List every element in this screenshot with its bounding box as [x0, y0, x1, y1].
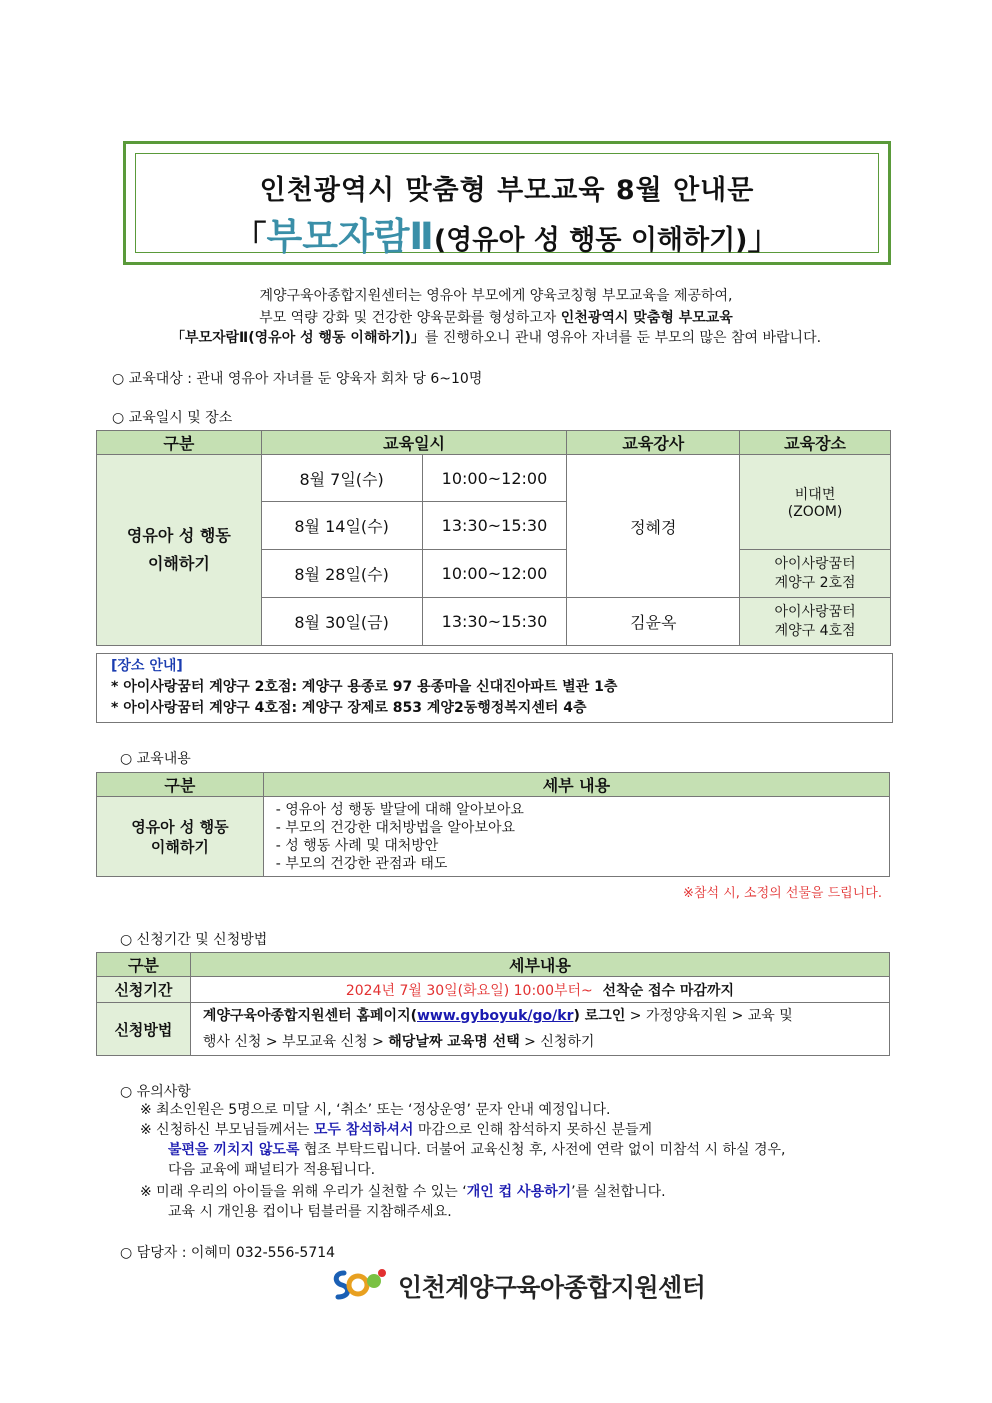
close-bracket: 」: [747, 218, 781, 257]
title-inner-border: [135, 153, 879, 258]
apply-method-value: [190, 1003, 889, 1056]
schedule-time: 13:30~15:30: [422, 502, 567, 550]
target-line: ○ 교육대상 : 관내 영유아 자녀를 둔 양육자 회차 당 6~10명: [112, 371, 483, 387]
page-title: 인천광역시 맞춤형 부모교육 8월 안내문: [259, 175, 755, 206]
program-title: [136, 206, 878, 260]
apply-method-site: 계양구육아종합지원센터 홈페이지(: [202, 1008, 417, 1024]
schedule-time: 10:00~12:00: [422, 455, 567, 502]
program-subtitle: (영유아 성 행동 이해하기): [433, 225, 748, 256]
notice-2-a: ※ 신청하신 부모님들께서는: [140, 1122, 314, 1138]
notice-item-2-cont: [168, 1140, 928, 1160]
notice-item-2: [140, 1120, 900, 1140]
schedule-header-category: 구분: [97, 431, 262, 455]
apply-method-select: 해당날짜 교육명 선택: [388, 1034, 520, 1050]
intro-line-3-bold: 「부모자람Ⅱ(영유아 성 행동 이해하기)」: [170, 330, 425, 346]
content-heading: ○ 교육내용: [120, 751, 191, 767]
apply-header-category: 구분: [97, 953, 191, 977]
intro-line-1: 계양구육아종합지원센터는 영유아 부모에게 양육코칭형 부모교육을 제공하여,: [259, 288, 733, 304]
notice-item-1: ※ 최소인원은 5명으로 미달 시, ‘취소’ 또는 ‘정상운영’ 문자 안내 예정입니다.: [140, 1102, 611, 1118]
schedule-date: 8월 28일(수): [261, 550, 422, 598]
apply-period-rest: 선착순 접수 마감까지: [602, 982, 734, 999]
apply-header-detail: 세부내용: [190, 953, 889, 977]
schedule-header-instructor: 교육강사: [567, 431, 740, 455]
content-item: - 성 행동 사례 및 대처방안: [275, 837, 439, 854]
apply-method-path2: 행사 신청 > 부모교육 신청 >: [202, 1034, 389, 1050]
schedule-instructor: 김윤옥: [567, 598, 740, 646]
center-logo-icon: [330, 1265, 392, 1305]
content-table: [96, 772, 890, 877]
content-header-detail: 세부 내용: [263, 773, 889, 797]
center-logo-text: 인천계양구육아종합지원센터: [398, 1273, 706, 1302]
content-item: - 부모의 건강한 대처방법을 알아보아요: [275, 819, 516, 836]
content-category: 영유아 성 행동 이해하기: [97, 797, 264, 877]
notice-item-2-end: 다음 교육에 패널티가 적용됩니다.: [168, 1162, 376, 1178]
content-detail: [263, 797, 889, 877]
open-bracket: 「: [233, 218, 267, 257]
notice-heading: ○ 유의사항: [120, 1084, 191, 1100]
apply-heading: ○ 신청기간 및 신청방법: [120, 932, 268, 948]
schedule-header-place: 교육장소: [740, 431, 891, 455]
apply-period-value: [190, 977, 889, 1003]
contact-line: ○ 담당자 : 이혜미 032-556-5714: [120, 1245, 336, 1261]
apply-method-path: > 가정양육지원 > 교육 및: [625, 1008, 793, 1024]
notice-item-3-end: 교육 시 개인용 컵이나 텀블러를 지참해주세요.: [168, 1204, 452, 1220]
notice-2-d: 불편을 끼치지 않도록: [168, 1142, 300, 1158]
schedule-date: 8월 14일(수): [261, 502, 422, 550]
notice-3-a: ※ 미래 우리의 아이들을 위해 우리가 실천할 수 있는 ‘: [140, 1184, 467, 1200]
content-header-category: 구분: [97, 773, 264, 797]
intro-line-3: [96, 327, 896, 349]
apply-method-final: > 신청하기: [519, 1034, 595, 1050]
place-info-box: [96, 653, 893, 723]
content-item: - 영유아 성 행동 발달에 대해 알아보아요: [275, 801, 524, 818]
intro-line-3-text: 를 진행하오니 관내 영유아 자녀를 둔 부모의 많은 참여 바랍니다.: [424, 330, 822, 346]
apply-period-date: 2024년 7월 30일(화요일) 10:00부터~: [345, 982, 593, 999]
notice-2-b: 모두 참석하셔서: [313, 1122, 414, 1138]
center-logo: [330, 1265, 730, 1305]
notice-3-c: ’를 실천합니다.: [571, 1184, 666, 1200]
place-info-heading: [장소 안내]: [111, 658, 183, 674]
apply-method-label: 신청방법: [97, 1003, 191, 1056]
schedule-place-online: 비대면 (ZOOM): [740, 455, 891, 550]
title-box: [123, 141, 891, 265]
schedule-category: 영유아 성 행동 이해하기: [97, 455, 262, 646]
content-item: - 부모의 건강한 관점과 태도: [275, 855, 448, 872]
place-info-line: * 아이사랑꿈터 계양구 4호점: 계양구 장제로 853 계양2동행정복지센터 4층: [111, 700, 587, 716]
schedule-date: 8월 30일(금): [261, 598, 422, 646]
intro-line-2-bold: 인천광역시 맞춤형 부모교육: [560, 310, 733, 326]
place-info-line: * 아이사랑꿈터 계양구 2호점: 계양구 용종로 97 용종마을 신대진아파트 별관 1층: [111, 679, 618, 695]
schedule-time: 10:00~12:00: [422, 550, 567, 598]
schedule-instructor: 정혜경: [567, 455, 740, 598]
schedule-table: [96, 430, 891, 646]
schedule-time: 13:30~15:30: [422, 598, 567, 646]
apply-table: [96, 952, 890, 1056]
notice-item-3: [140, 1182, 900, 1202]
intro-line-2-text: 부모 역량 강화 및 건강한 양육문화를 형성하고자: [259, 310, 561, 326]
schedule-date: 8월 7일(수): [261, 455, 422, 502]
schedule-place-2: 아이사랑꿈터 계양구 2호점: [740, 550, 891, 598]
homepage-link[interactable]: www.gyboyuk/go/kr: [417, 1008, 574, 1024]
schedule-header-datetime: 교육일시: [261, 431, 567, 455]
schedule-place-4: 아이사랑꿈터 계양구 4호점: [740, 598, 891, 646]
program-name: 부모자람Ⅱ: [266, 215, 434, 258]
schedule-heading: ○ 교육일시 및 장소: [112, 410, 233, 426]
intro-line-2: [96, 307, 896, 329]
apply-period-label: 신청기간: [97, 977, 191, 1003]
notice-3-b: 개인 컵 사용하기: [466, 1184, 572, 1200]
notice-2-c: 마감으로 인해 참석하지 못하신 분들게: [413, 1122, 653, 1138]
notice-2-e: 협조 부탁드립니다. 더불어 교육신청 후, 사전에 연락 없이 미참석 시 하실 경우,: [299, 1142, 786, 1158]
gift-note: ※참석 시, 소정의 선물을 드립니다.: [683, 886, 882, 901]
apply-method-login: ) 로그인: [573, 1008, 626, 1024]
